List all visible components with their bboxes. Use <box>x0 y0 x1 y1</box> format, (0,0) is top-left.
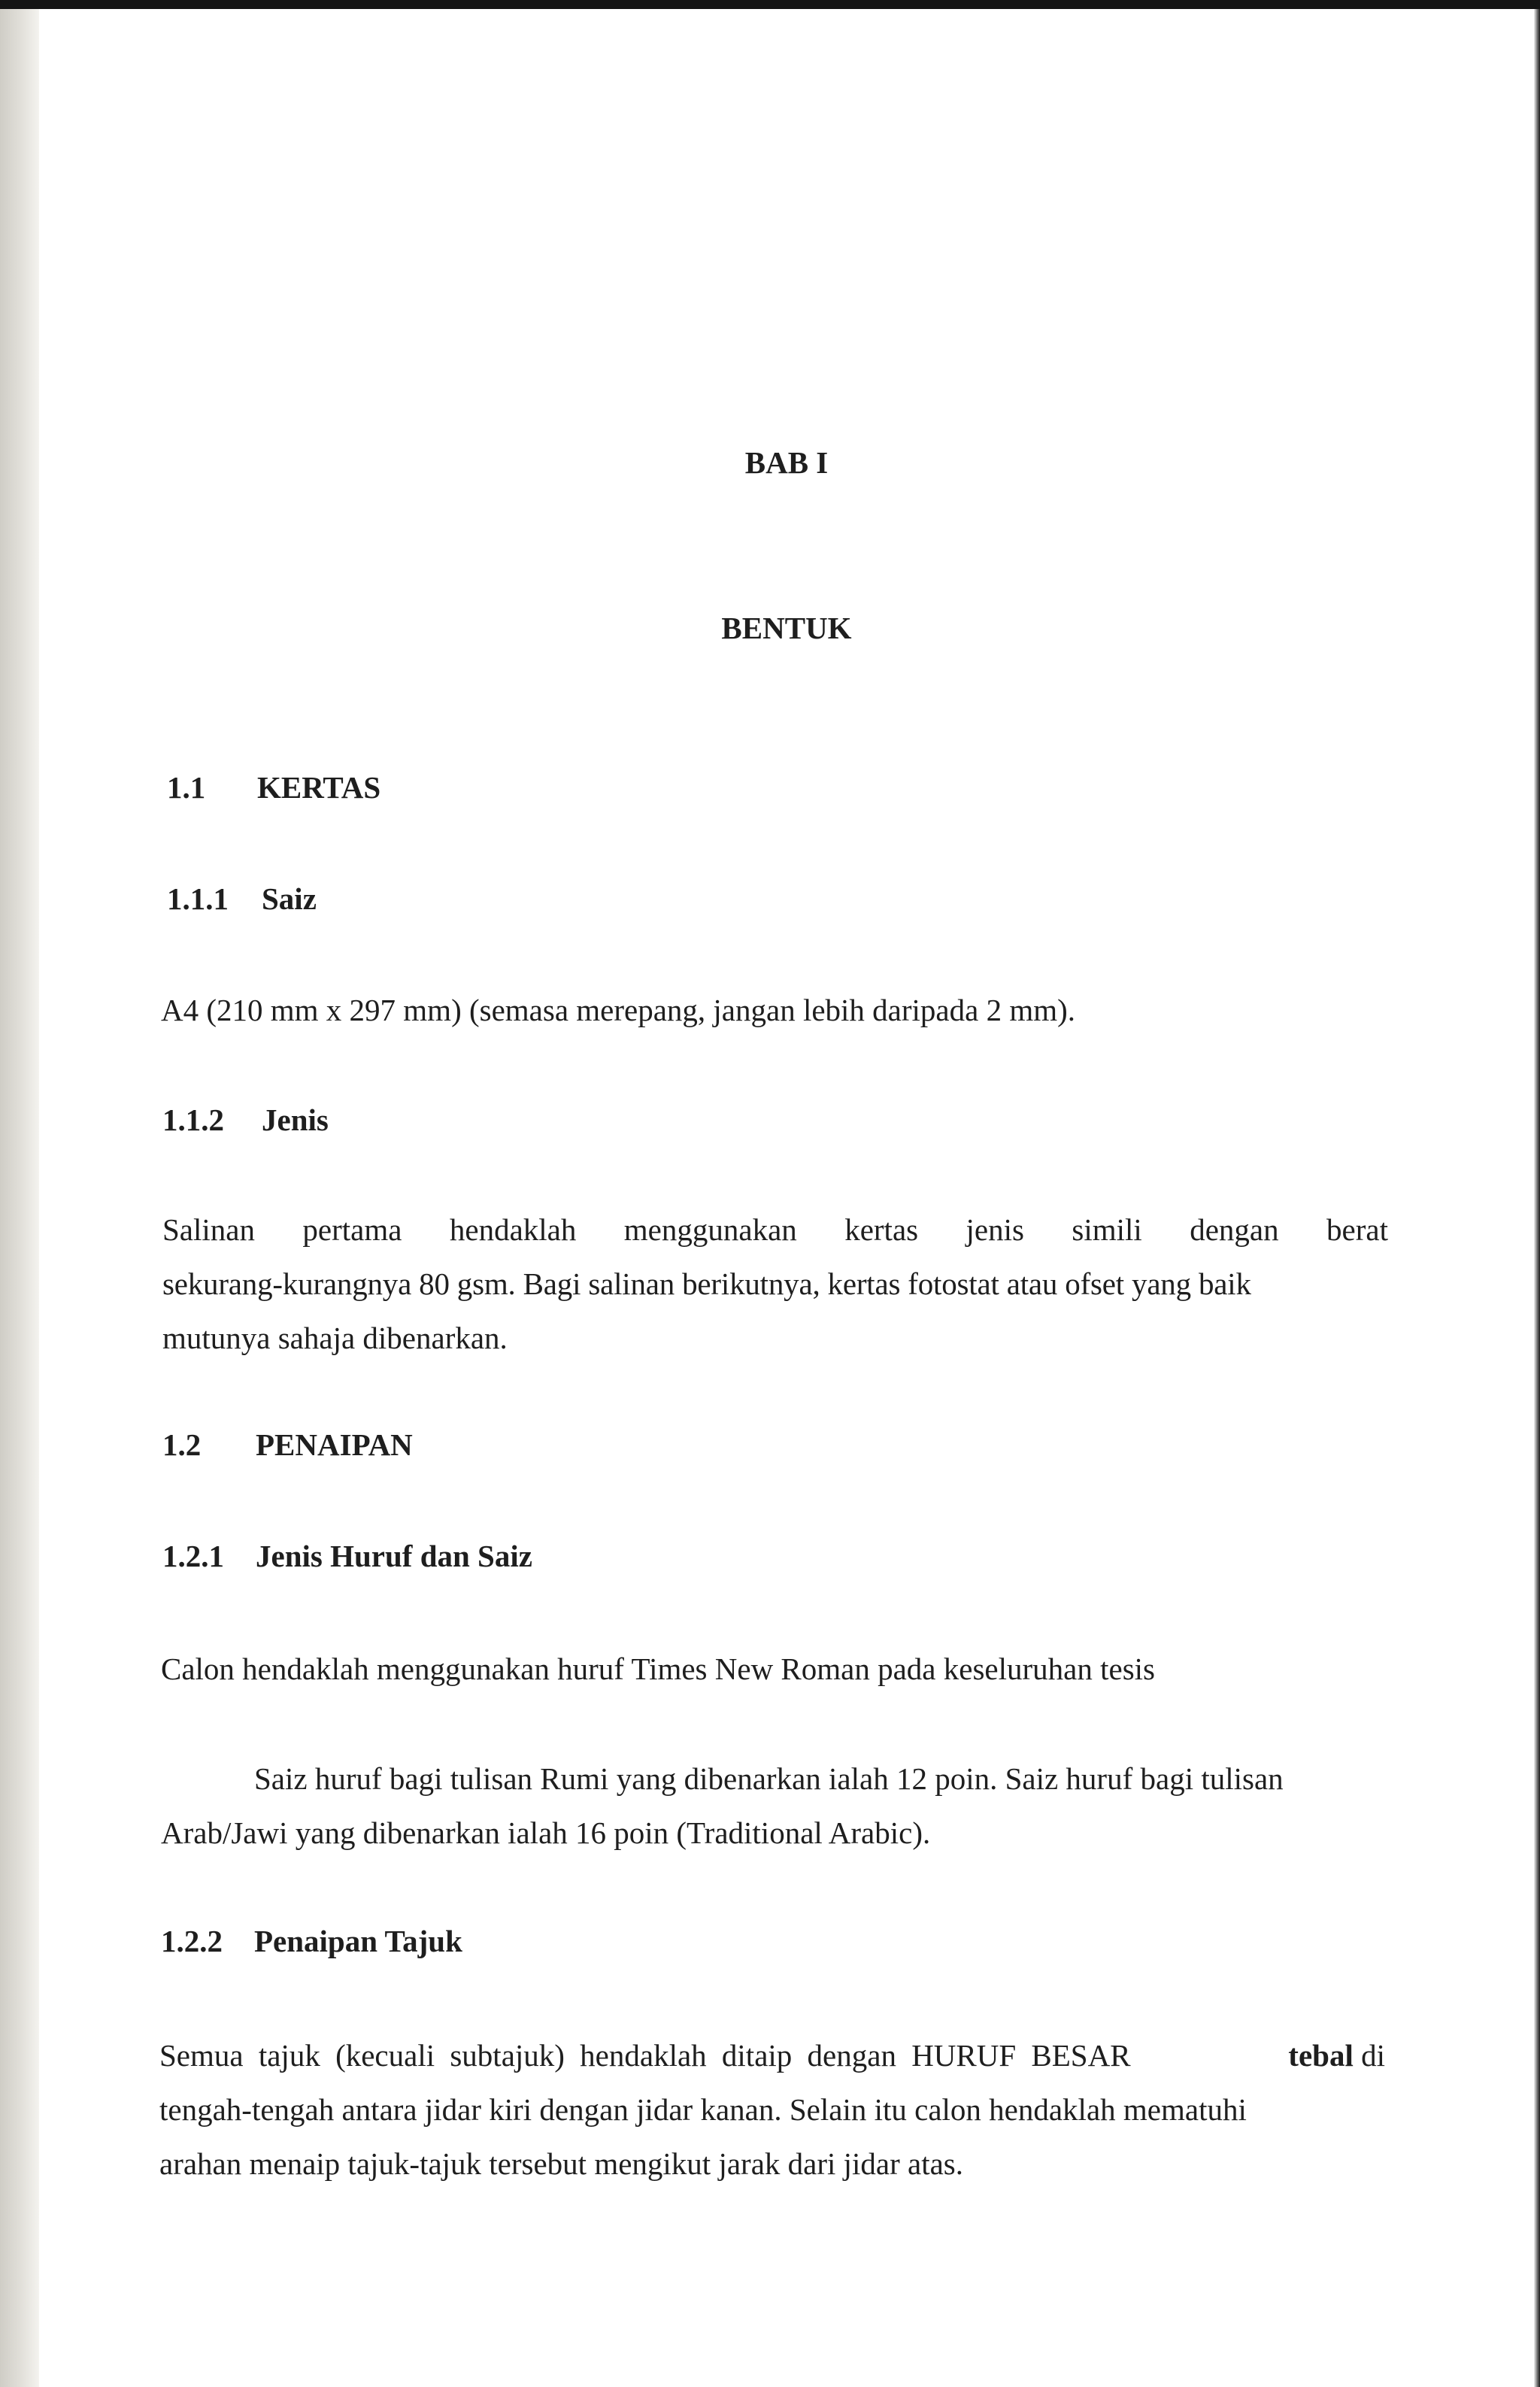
document-page <box>39 9 1534 2387</box>
section-1-2-1-heading <box>162 1537 532 1575</box>
section-title: Penaipan Tajuk <box>254 1924 462 1958</box>
scan-binding-gutter <box>0 9 39 2387</box>
paragraph-jenis-line-3: mutunya sahaja dibenarkan. <box>162 1321 508 1355</box>
section-title: Jenis Huruf dan Saiz <box>256 1539 532 1573</box>
paragraph-tajuk-line-3: arahan menaip tajuk-tajuk tersebut mengikut jarak dari jidar atas. <box>159 2146 964 2181</box>
section-title: Saiz <box>262 881 317 916</box>
section-1-2-2-heading <box>161 1922 462 1960</box>
section-1-1-heading <box>167 769 380 806</box>
section-1-1-1-heading <box>167 880 317 917</box>
trailing-word: di <box>1361 2038 1385 2073</box>
section-title: PENAIPAN <box>256 1427 413 1462</box>
section-number: 1.1.1 <box>167 881 229 916</box>
chapter-title: BENTUK <box>721 611 852 645</box>
section-number: 1.2.1 <box>162 1539 224 1573</box>
paragraph-tajuk-line-1-end <box>1288 2037 1385 2074</box>
section-number: 1.2.2 <box>161 1924 223 1958</box>
paragraph-saiz: A4 (210 mm x 297 mm) (semasa merepang, jangan lebih daripada 2 mm). <box>161 993 1076 1027</box>
chapter-label: BAB I <box>744 445 829 480</box>
scan-right-edge <box>1534 9 1540 2387</box>
section-1-1-2-heading <box>162 1101 329 1139</box>
bold-word: tebal <box>1288 2038 1354 2073</box>
section-number: 1.1 <box>167 770 206 805</box>
paragraph-tajuk-line-2: tengah-tengah antara jidar kiri dengan jidar kanan. Selain itu calon hendaklah mematuhi <box>159 2092 1247 2127</box>
paragraph-huruf-2-line-1: Saiz huruf bagi tulisan Rumi yang dibenarkan ialah 12 poin. Saiz huruf bagi tulisan <box>254 1761 1284 1796</box>
paragraph-huruf-1: Calon hendaklah menggunakan huruf Times New Roman pada keseluruhan tesis <box>161 1651 1155 1686</box>
paragraph-tajuk-line-1 <box>159 2037 1385 2074</box>
section-1-2-heading <box>162 1426 413 1463</box>
section-number: 1.2 <box>162 1427 202 1462</box>
scan-top-edge <box>0 0 1540 9</box>
paragraph-tajuk-line-1-text: Semua tajuk (kecuali subtajuk) hendaklah ditaip dengan HURUF BESAR <box>159 2038 1131 2073</box>
paragraph-huruf-2-line-2: Arab/Jawi yang dibenarkan ialah 16 poin (Traditional Arabic). <box>161 1815 931 1850</box>
section-title: KERTAS <box>257 770 381 805</box>
paragraph-jenis-line-1: Salinan pertama hendaklah menggunakan kertas jenis simili dengan berat <box>162 1212 1388 1247</box>
section-title: Jenis <box>262 1103 329 1137</box>
section-number: 1.1.2 <box>162 1103 224 1137</box>
paragraph-jenis-line-2: sekurang-kurangnya 80 gsm. Bagi salinan berikutnya, kertas fotostat atau ofset yang baik <box>162 1266 1251 1301</box>
